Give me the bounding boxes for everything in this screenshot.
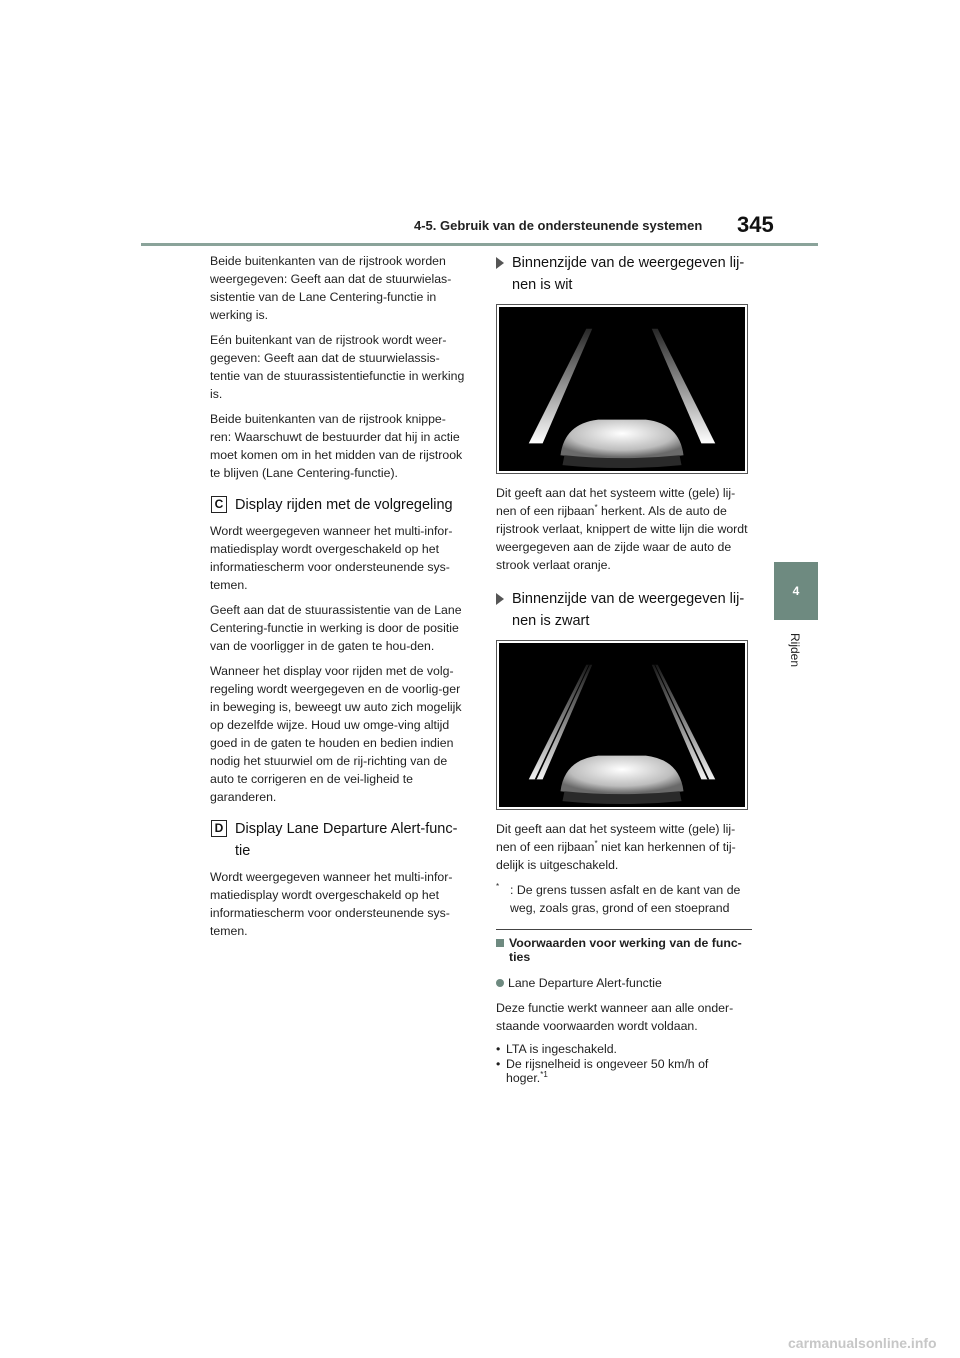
chapter-label: [762, 630, 828, 670]
item2-heading: [496, 588, 752, 632]
list-item-text: [506, 1057, 752, 1085]
lane-lines-white-illustration: [499, 307, 745, 471]
footnote-ref: *1: [540, 1069, 548, 1079]
list-item: [496, 1057, 752, 1085]
section-d-badge: D: [211, 820, 227, 837]
footnote-ref: *: [594, 838, 598, 848]
item1-title: Binnenzijde van de weergegeven lij-nen is wit: [512, 255, 745, 293]
paragraph: Eén buitenkant van de rijstrook wordt weer-gegeven: Geeft aan dat de stuurwielassis-tentie van de stuurassistentiefunctie in werking is.: [210, 333, 465, 401]
section-c-badge: C: [211, 496, 227, 513]
conditions-subheading: [496, 974, 752, 992]
caption-text: niet kan herkennen of tij-delijk is uitgeschakeld.: [496, 840, 736, 872]
watermark: carmanualsonline.info: [788, 1335, 937, 1351]
paragraph: Wanneer het display voor rijden met de volg-regeling wordt weergegeven en de voorlig-ger in beweging is, beweegt uw auto zich mogelijk op dezelfde wijze. Houd uw omge-ving altijd goed in de gaten te houden en bedien indien nodig het stuurwiel om de rij-richting van de auto te corrigeren en de vei-ligheid te garanderen.: [210, 664, 462, 804]
section-c-title: Display rijden met de volgregeling: [235, 497, 453, 513]
conditions-subheading-text: Lane Departure Alert-functie: [508, 976, 662, 990]
caption-text: Dit geeft aan dat het systeem witte (gele) lij-nen of een rijbaan: [496, 486, 736, 518]
bullet-icon: •: [496, 1057, 501, 1071]
footnote-ref: *: [594, 502, 598, 512]
section-d-heading: [210, 818, 466, 862]
footnote-marker-sup: *: [496, 881, 500, 891]
right-column: [496, 252, 752, 1086]
item1-heading: [496, 252, 752, 296]
triangle-bullet-icon: [496, 593, 504, 605]
chapter-label-text: Rijden: [788, 632, 802, 668]
conditions-intro: Deze functie werkt wanneer aan alle onder-staande voorwaarden wordt voldaan.: [496, 1001, 734, 1033]
section-c-heading: [210, 494, 466, 516]
paragraph: Wordt weergegeven wanneer het multi-infor-matiedisplay wordt overgeschakeld op het informatiescherm voor ondersteunende sys-temen.: [210, 870, 453, 938]
footnote: [496, 881, 752, 917]
lane-display-white-figure: [496, 304, 748, 474]
item2-caption: [496, 820, 752, 874]
paragraph: Beide buitenkanten van de rijstrook worden weergegeven: Geeft aan dat de stuurwielas-sistentie van de Lane Centering-functie in werking is.: [210, 254, 452, 322]
chapter-tab: 4: [774, 562, 818, 620]
item2-title: Binnenzijde van de weergegeven lij-nen is zwart: [512, 591, 745, 629]
footnote-text: : De grens tussen asfalt en de kant van de weg, zoals gras, grond of een stoeprand: [510, 883, 741, 915]
section-title: 4-5. Gebruik van de ondersteunende systemen: [414, 218, 703, 233]
list-item-text: LTA is ingeschakeld.: [506, 1042, 617, 1056]
list-item: [496, 1042, 752, 1056]
lane-lines-black-illustration: [499, 643, 745, 807]
conditions-heading: [496, 936, 752, 964]
list-item-text-main: De rijsnelheid is ongeveer 50 km/h of hoger.: [506, 1057, 709, 1085]
paragraph: Wordt weergegeven wanneer het multi-infor-matiedisplay wordt overgeschakeld op het informatiescherm voor ondersteunende sys-temen.: [210, 524, 453, 592]
triangle-bullet-icon: [496, 257, 504, 269]
lane-display-black-figure: [496, 640, 748, 810]
bullet-icon: •: [496, 1042, 501, 1056]
header-rule: [141, 243, 818, 246]
item1-caption: [496, 484, 752, 574]
circle-bullet-icon: [496, 979, 504, 987]
caption-text: Dit geeft aan dat het systeem witte (gele) lij-nen of een rijbaan: [496, 822, 736, 854]
page-number: 345: [737, 212, 774, 237]
square-bullet-icon: [496, 939, 504, 947]
conditions-heading-text: Voorwaarden voor werking van de func-ties: [509, 936, 742, 964]
paragraph: Beide buitenkanten van de rijstrook knippe-ren: Waarschuwt de bestuurder dat hij in actie moet komen om in het midden van de rijstrook te blijven (Lane Centering-functie).: [210, 412, 463, 480]
paragraph: Geeft aan dat de stuurassistentie van de Lane Centering-functie in werking is door de positie van de voorligger in de gaten te hou-den.: [210, 603, 462, 653]
section-d-title: Display Lane Departure Alert-func-tie: [235, 821, 458, 859]
footnote-marker: [496, 881, 510, 917]
left-column: [210, 252, 466, 947]
conditions-rule: [496, 929, 752, 930]
caption-text: herkent. Als de auto de rijstrook verlaat, knippert de witte lijn die wordt weergegeven aan de zijde waar de auto de strook verlaat oranje.: [496, 504, 748, 572]
